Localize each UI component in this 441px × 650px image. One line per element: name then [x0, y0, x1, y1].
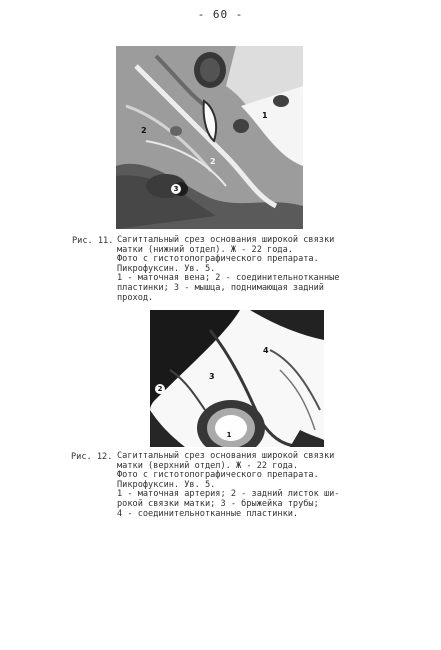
page-number: - 60 -: [197, 8, 244, 21]
figure-12-marker-2: 2: [155, 384, 165, 394]
figure-11-label: Рис. 11.: [72, 236, 114, 246]
figure-12-caption: Сагиттальный срез основания широкой связки матки (верхний отдел). Ж - 22 года. Фото с гистотопографического препарата. Пикрофуксин. Ув. 5. 1 - маточная артерия; 2 - задний листок ши- рокой связки матки; 3 - брыжейка трубы; 4 - соединительнотканные пластинки.: [117, 451, 340, 519]
figure-12-label: Рис. 12.: [71, 452, 113, 462]
figure-11-micrograph: [116, 46, 303, 229]
figure-12-marker-1: 1: [224, 430, 234, 440]
figure-11-marker-3: 3: [171, 184, 181, 194]
figure-11-photo: [116, 46, 303, 229]
figure-12-marker-3: 3: [209, 372, 215, 381]
figure-11-marker-2a: 2: [141, 126, 147, 135]
figure-11-caption: Сагиттальный срез основания широкой связки матки (нижний отдел). Ж - 22 года. Фото с гистотопографического препарата. Пикрофуксин. Ув. 5. 1 - маточная вена; 2 - соединительнотканные пластинки; 3 - мышца, поднимающая задний проход.: [117, 235, 340, 303]
figure-12-micrograph: [150, 310, 324, 447]
figure-12-marker-4: 4: [263, 346, 269, 355]
figure-12-photo: [150, 310, 324, 447]
figure-11-marker-2b: 2: [210, 157, 216, 166]
figure-11-marker-1: 1: [262, 111, 268, 120]
